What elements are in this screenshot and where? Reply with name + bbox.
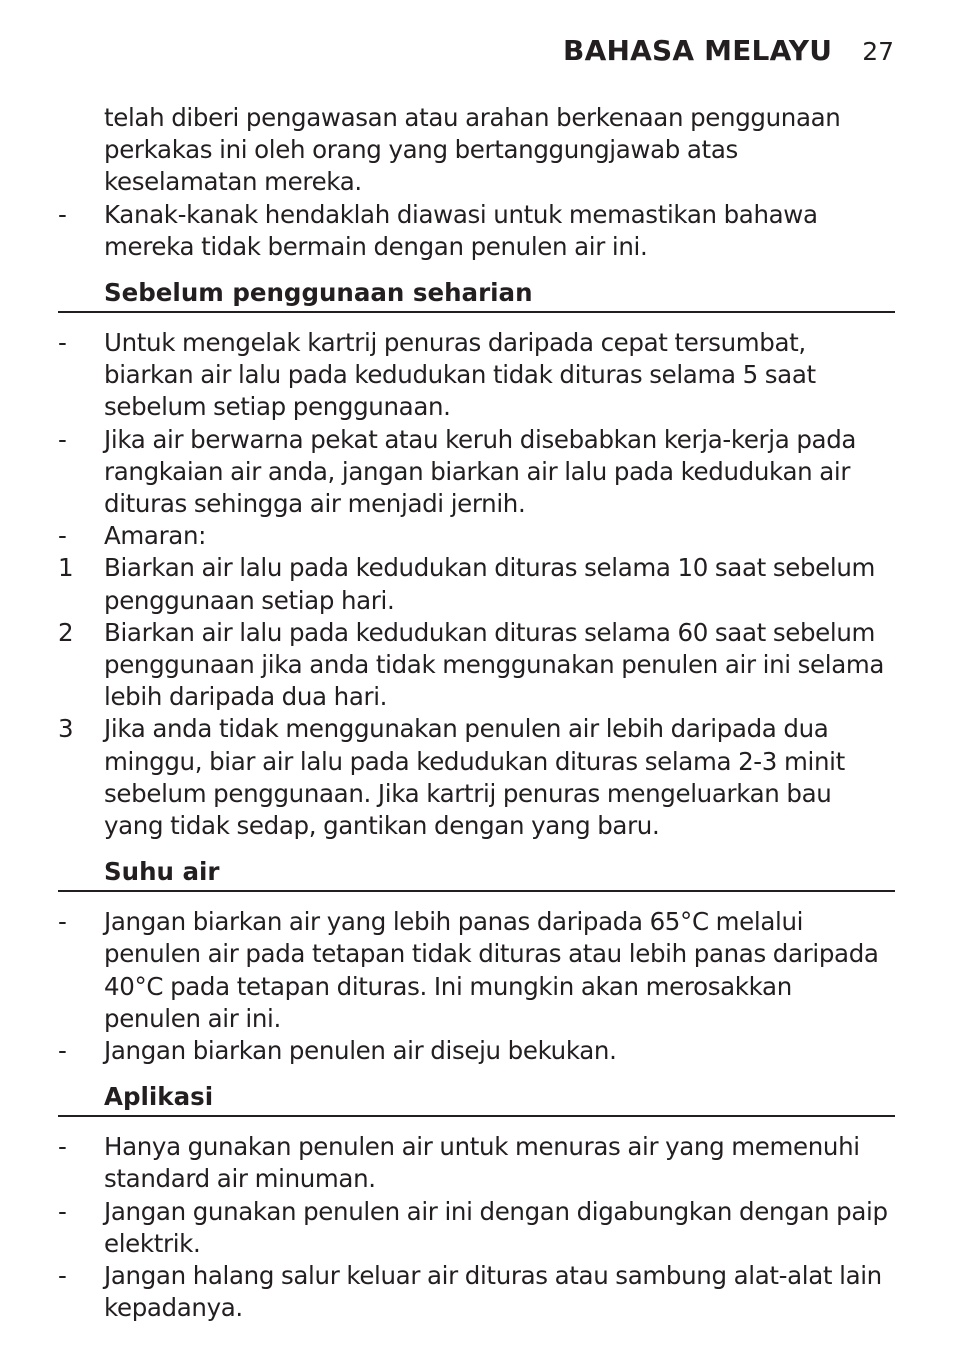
list-item-text: Jika air berwarna pekat atau keruh disebabkan kerja-kerja pada rangkaian air anda, jangan biarkan air lalu pada kedudukan air dituras sehingga air menjadi jernih. — [104, 424, 857, 519]
list-item — [58, 424, 895, 521]
list-item-text: Jangan biarkan penulen air diseju bekukan. — [104, 1036, 617, 1066]
list-item — [58, 1035, 895, 1067]
list-item-text: Kanak-kanak hendaklah diawasi untuk memastikan bahawa mereka tidak bermain dengan penulen air ini. — [104, 199, 818, 261]
list-item-marker: 3 — [58, 714, 74, 744]
list-item-text: Jangan halang salur keluar air dituras atau sambung alat-alat lain kepadanya. — [104, 1261, 882, 1323]
list-item — [58, 199, 895, 263]
list-item — [58, 102, 895, 199]
list-item — [58, 1260, 895, 1324]
list-item-text: telah diberi pengawasan atau arahan berkenaan penggunaan perkakas ini oleh orang yang bertanggungjawab atas keselamatan mereka. — [104, 103, 841, 197]
list-item-marker: - — [58, 1261, 67, 1291]
page-number: 27 — [862, 37, 894, 66]
section-heading: Suhu air — [58, 856, 895, 892]
list-item — [58, 906, 895, 1035]
section-heading: Aplikasi — [58, 1081, 895, 1117]
list-item-marker — [58, 102, 104, 199]
section — [58, 1081, 895, 1324]
section-heading: Sebelum penggunaan seharian — [58, 277, 895, 313]
list-item-text: Biarkan air lalu pada kedudukan dituras selama 10 saat sebelum penggunaan setiap hari. — [104, 553, 876, 615]
list-item-text: Untuk mengelak kartrij penuras daripada cepat tersumbat, biarkan air lalu pada kedudukan tidak dituras selama 5 saat sebelum setiap penggunaan. — [104, 328, 816, 422]
list-item — [58, 713, 895, 842]
list-item-marker: - — [58, 1036, 67, 1066]
page-content — [58, 102, 895, 1325]
list-item-marker: - — [58, 199, 67, 229]
list-item — [58, 520, 895, 552]
list-item-marker: 2 — [58, 617, 74, 647]
list-item-text: Hanya gunakan penulen air untuk menuras air yang memenuhi standard air minuman. — [104, 1132, 860, 1194]
list-item-text: Amaran: — [104, 521, 207, 551]
list-item-marker: - — [58, 328, 67, 358]
list-item — [58, 1196, 895, 1260]
list-item-marker: - — [58, 424, 67, 454]
list-item — [58, 617, 895, 714]
sections — [58, 277, 895, 1324]
list-item — [58, 1131, 895, 1195]
list-item-text: Jika anda tidak menggunakan penulen air lebih daripada dua minggu, biar air lalu pada kedudukan dituras selama 2-3 minit sebelum penggunaan. Jika kartrij penuras mengeluarkan bau yang tidak sedap, gantikan dengan yang baru. — [104, 714, 845, 841]
section — [58, 277, 895, 842]
language-title: BAHASA MELAYU — [563, 34, 833, 67]
list-item-text: Jangan gunakan penulen air ini dengan digabungkan dengan paip elektrik. — [104, 1196, 888, 1258]
list-item-marker: - — [58, 907, 67, 937]
list-item-text: Biarkan air lalu pada kedudukan dituras selama 60 saat sebelum penggunaan jika anda tidak menggunakan penulen air ini selama lebih daripada dua hari. — [104, 617, 885, 712]
list-item — [58, 552, 895, 616]
list-item-marker: - — [58, 521, 67, 551]
list-item-marker: 1 — [58, 553, 74, 583]
list-item-text: Jangan biarkan air yang lebih panas daripada 65°C melalui penulen air pada tetapan tidak dituras atau lebih panas daripada 40°C pada tetapan dituras. Ini mungkin akan merosakkan penulen air ini. — [104, 907, 879, 1033]
intro-list — [58, 102, 895, 263]
list-item-marker: - — [58, 1196, 67, 1226]
page-header — [563, 34, 894, 67]
list-item-marker: - — [58, 1132, 67, 1162]
list-item — [58, 327, 895, 424]
section — [58, 856, 895, 1067]
